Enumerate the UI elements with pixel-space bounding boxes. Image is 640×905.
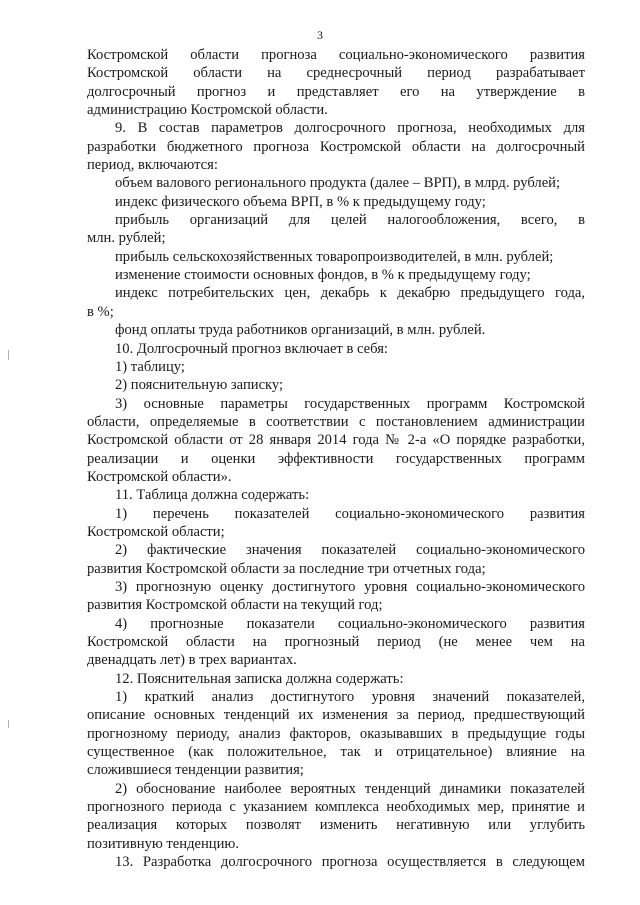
text-line: существенное (как положительное, так и отрицательное) влияние на [87,744,585,761]
text-line: развития Костромской области за последние три отчетных года; [87,560,486,577]
text-line: объем валового регионального продукта (далее – ВРП), в млрд. рублей; [115,175,561,192]
text-line: администрацию Костромской области. [87,102,328,119]
text-line: развития Костромской области на текущий год; [87,597,383,614]
text-line: разработки бюджетного прогноза Костромской области на долгосрочный [87,138,585,155]
text-line: сложившиеся тенденции развития; [87,762,304,779]
text-line: области, определяемые в соответствии с постановлением администрации [87,413,585,430]
text-line: фонд оплаты труда работников организаций, в млн. рублей. [115,322,486,339]
text-line: 11. Таблица должна содержать: [115,487,310,504]
text-line: реализация которых позволят изменить негативную или углубить [87,817,585,834]
text-line: индекс потребительских цен, декабрь к декабрю предыдущего года, [115,285,585,302]
document-body [87,46,585,871]
text-line: Костромской области; [87,523,225,540]
text-line: долгосрочный прогноз и представляет его на утверждение в [87,83,585,100]
text-line: 2) обоснование наиболее вероятных тенденций динамики показателей [115,780,585,797]
text-line: прогнозному периоду, анализ факторов, оказывавших в предыдущие годы [87,725,585,742]
text-line: 2) фактические значения показателей социально-экономического [115,542,585,559]
text-line: 1) перечень показателей социально-экономического развития [115,505,585,522]
text-line: 3) основные параметры государственных программ Костромской [115,395,585,412]
text-line: описание основных тенденций их изменения за период, предшествующий [87,707,585,724]
text-line: прогнозного периода с указанием комплекса необходимых мер, принятие и [87,799,585,816]
text-line: прибыль организаций для целей налогообложения, всего, в [115,212,585,229]
text-line: млн. рублей; [87,230,166,247]
text-line: 4) прогнозные показатели социально-экономического развития [115,615,585,632]
text-line: 12. Пояснительная записка должна содержать: [115,670,404,687]
text-line: период, включаются: [87,157,218,174]
text-line: изменение стоимости основных фондов, в % к предыдущему году; [115,267,531,284]
text-line: Костромской области на среднесрочный период разрабатывает [87,65,585,82]
text-line: прибыль сельскохозяйственных товаропроизводителей, в млн. рублей; [115,248,554,265]
scan-margin-mark [8,350,9,360]
page-number: 3 [317,28,323,42]
text-line: 3) прогнозную оценку достигнутого уровня социально-экономического [115,578,585,595]
scan-margin-mark [8,720,9,728]
text-line: Костромской области от 28 января 2014 года № 2-а «О порядке разработки, [87,432,585,449]
text-line: позитивную тенденцию. [87,835,239,852]
text-line: 2) пояснительную записку; [115,377,284,394]
text-line: Костромской области прогноза социально-экономического развития [87,47,585,63]
text-line: двенадцать лет) в трех вариантах. [87,652,297,669]
text-line: 13. Разработка долгосрочного прогноза осуществляется в следующем [115,854,585,871]
text-line: реализации и оценки эффективности государственных программ [87,450,585,467]
text-line: индекс физического объема ВРП, в % к предыдущему году; [115,193,486,210]
text-line: Костромской области». [87,468,232,485]
text-line: в %; [87,303,114,320]
text-line: 10. Долгосрочный прогноз включает в себя: [115,340,388,357]
text-line: 9. В состав параметров долгосрочного прогноза, необходимых для [115,120,585,137]
text-line: 1) краткий анализ достигнутого уровня значений показателей, [115,689,585,706]
text-line: Костромской области на прогнозный период (не менее чем на [87,634,585,650]
text-line: 1) таблицу; [115,358,185,375]
